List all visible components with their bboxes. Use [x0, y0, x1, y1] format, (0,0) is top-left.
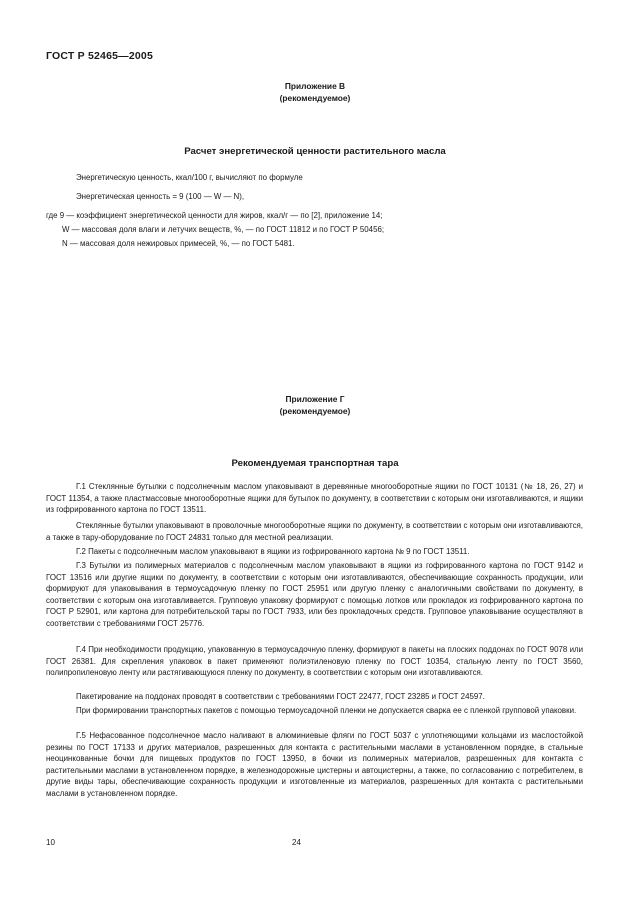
formula-intro: Энергетическую ценность, ккал/100 г, вычисляют по формуле [76, 173, 303, 182]
paragraph-g2: Г.2 Пакеты с подсолнечным маслом упаковывают в ящики из гофрированного картона № 9 по ГОСТ 13511. [76, 547, 470, 556]
page-number: 24 [292, 838, 301, 847]
paragraph-g3: Г.3 Бутылки из полимерных материалов с подсолнечным маслом упаковывают в ящики из гофрированного картона по ГОСТ 9142 и ГОСТ 13516 или другие ящики по документу, в соответствии с которым они изготавливаются, обеспечивающие сохранность продукции, или формируют для упаковывания в термоусадочную пленку по ГОСТ 25951 или другую пленку с аналогичными свойствами по документу, в соответствии с которым она изготавливается. Групповую упаковку формируют с помощью лотков или прокладок из гофрированного картона по ГОСТ Р 52901, или картона для потребительской тары по ГОСТ 7933, или без прокладочных средств. Групповое упаковывание осуществляют в соответствии с требованиями ГОСТ 25776. [46, 561, 583, 628]
appendix-v-status: (рекомендуемое) [279, 93, 351, 103]
standard-header: ГОСТ Р 52465—2005 [46, 50, 154, 62]
appendix-g-caption [0, 393, 630, 417]
appendix-v-caption [0, 80, 630, 104]
paragraph-g4: Г.4 При необходимости продукцию, упакованную в термоусадочную пленку, формируют в пакеты на плоских поддонах по ГОСТ 9078 или ГОСТ 26381. Для скрепления упаковок в пакет применяют полиэтиленовую пленку по ГОСТ 10354, стальную ленту по ГОСТ 3560, полипропиленовую ленту или растягивающуюся пленку по документу, в соответствии с которым они изготавливаются. [46, 645, 583, 677]
appendix-v-heading: Расчет энергетической ценности растительного масла [184, 146, 446, 157]
formula-var-w: W — массовая доля влаги и летучих веществ, %, — по ГОСТ 11812 и по ГОСТ Р 50456; [62, 225, 385, 234]
appendix-v-title: Приложение В [284, 81, 346, 91]
appendix-g-title: Приложение Г [285, 394, 345, 404]
footer-left-number: 10 [46, 838, 55, 847]
paragraph-g1: Г.1 Стеклянные бутылки с подсолнечным маслом упаковывают в деревянные многооборотные ящики по ГОСТ 10131 (№ 18, 26, 27) и ГОСТ 11354, а также пластмассовые многооборотные ящики для бутылок по документу, в соответствии с которым они изготавливаются, и ящики из гофрированного картона по ГОСТ 13511. [46, 482, 583, 514]
appendix-g-heading: Рекомендуемая транспортная тара [231, 458, 399, 469]
formula-var-n: N — массовая доля нежировых примесей, %, — по ГОСТ 5481. [62, 239, 295, 248]
paragraph-g1-cont: Стеклянные бутылки упаковывают в проволочные многооборотные ящики по документу, в соответствии с которым они изготавливаются, а также в тару-оборудование по ГОСТ 24831 только для местной реализации. [46, 521, 583, 542]
paragraph-g5: Г.5 Нефасованное подсолнечное масло наливают в алюминиевые фляги по ГОСТ 5037 с уплотняющими кольцами из маслостойкой резины по ГОСТ 17133 и других материалов, разрешенных для контакта с растительными маслами в установленном порядке, в стальные неоцинкованные бочки для пищевых продуктов по ГОСТ 13950, в бочки из полимерных материалов, разрешенных для контакта с растительными маслами в установленном порядке, в железнодорожные цистерны и автоцистерны, а также, по согласованию с потребителем, в другие виды тары, обеспечивающие сохранность продукции и изготовленные из материалов, разрешенных для контакта с растительными маслами в установленном порядке. [46, 731, 583, 798]
appendix-g-status: (рекомендуемое) [279, 406, 351, 416]
paragraph-g4-pallets: Пакетирование на поддонах проводят в соответствии с требованиями ГОСТ 22477, ГОСТ 23285 и ГОСТ 24597. [76, 692, 485, 701]
formula-where: где 9 — коэффициент энергетической ценности для жиров, ккал/г — по [2], приложение 14; [46, 211, 383, 220]
paragraph-g4-shrink: При формировании транспортных пакетов с помощью термоусадочной пленки не допускается сварка ее с пленкой групповой упаковки. [76, 706, 577, 715]
formula: Энергетическая ценность = 9 (100 — W — N), [76, 192, 245, 201]
